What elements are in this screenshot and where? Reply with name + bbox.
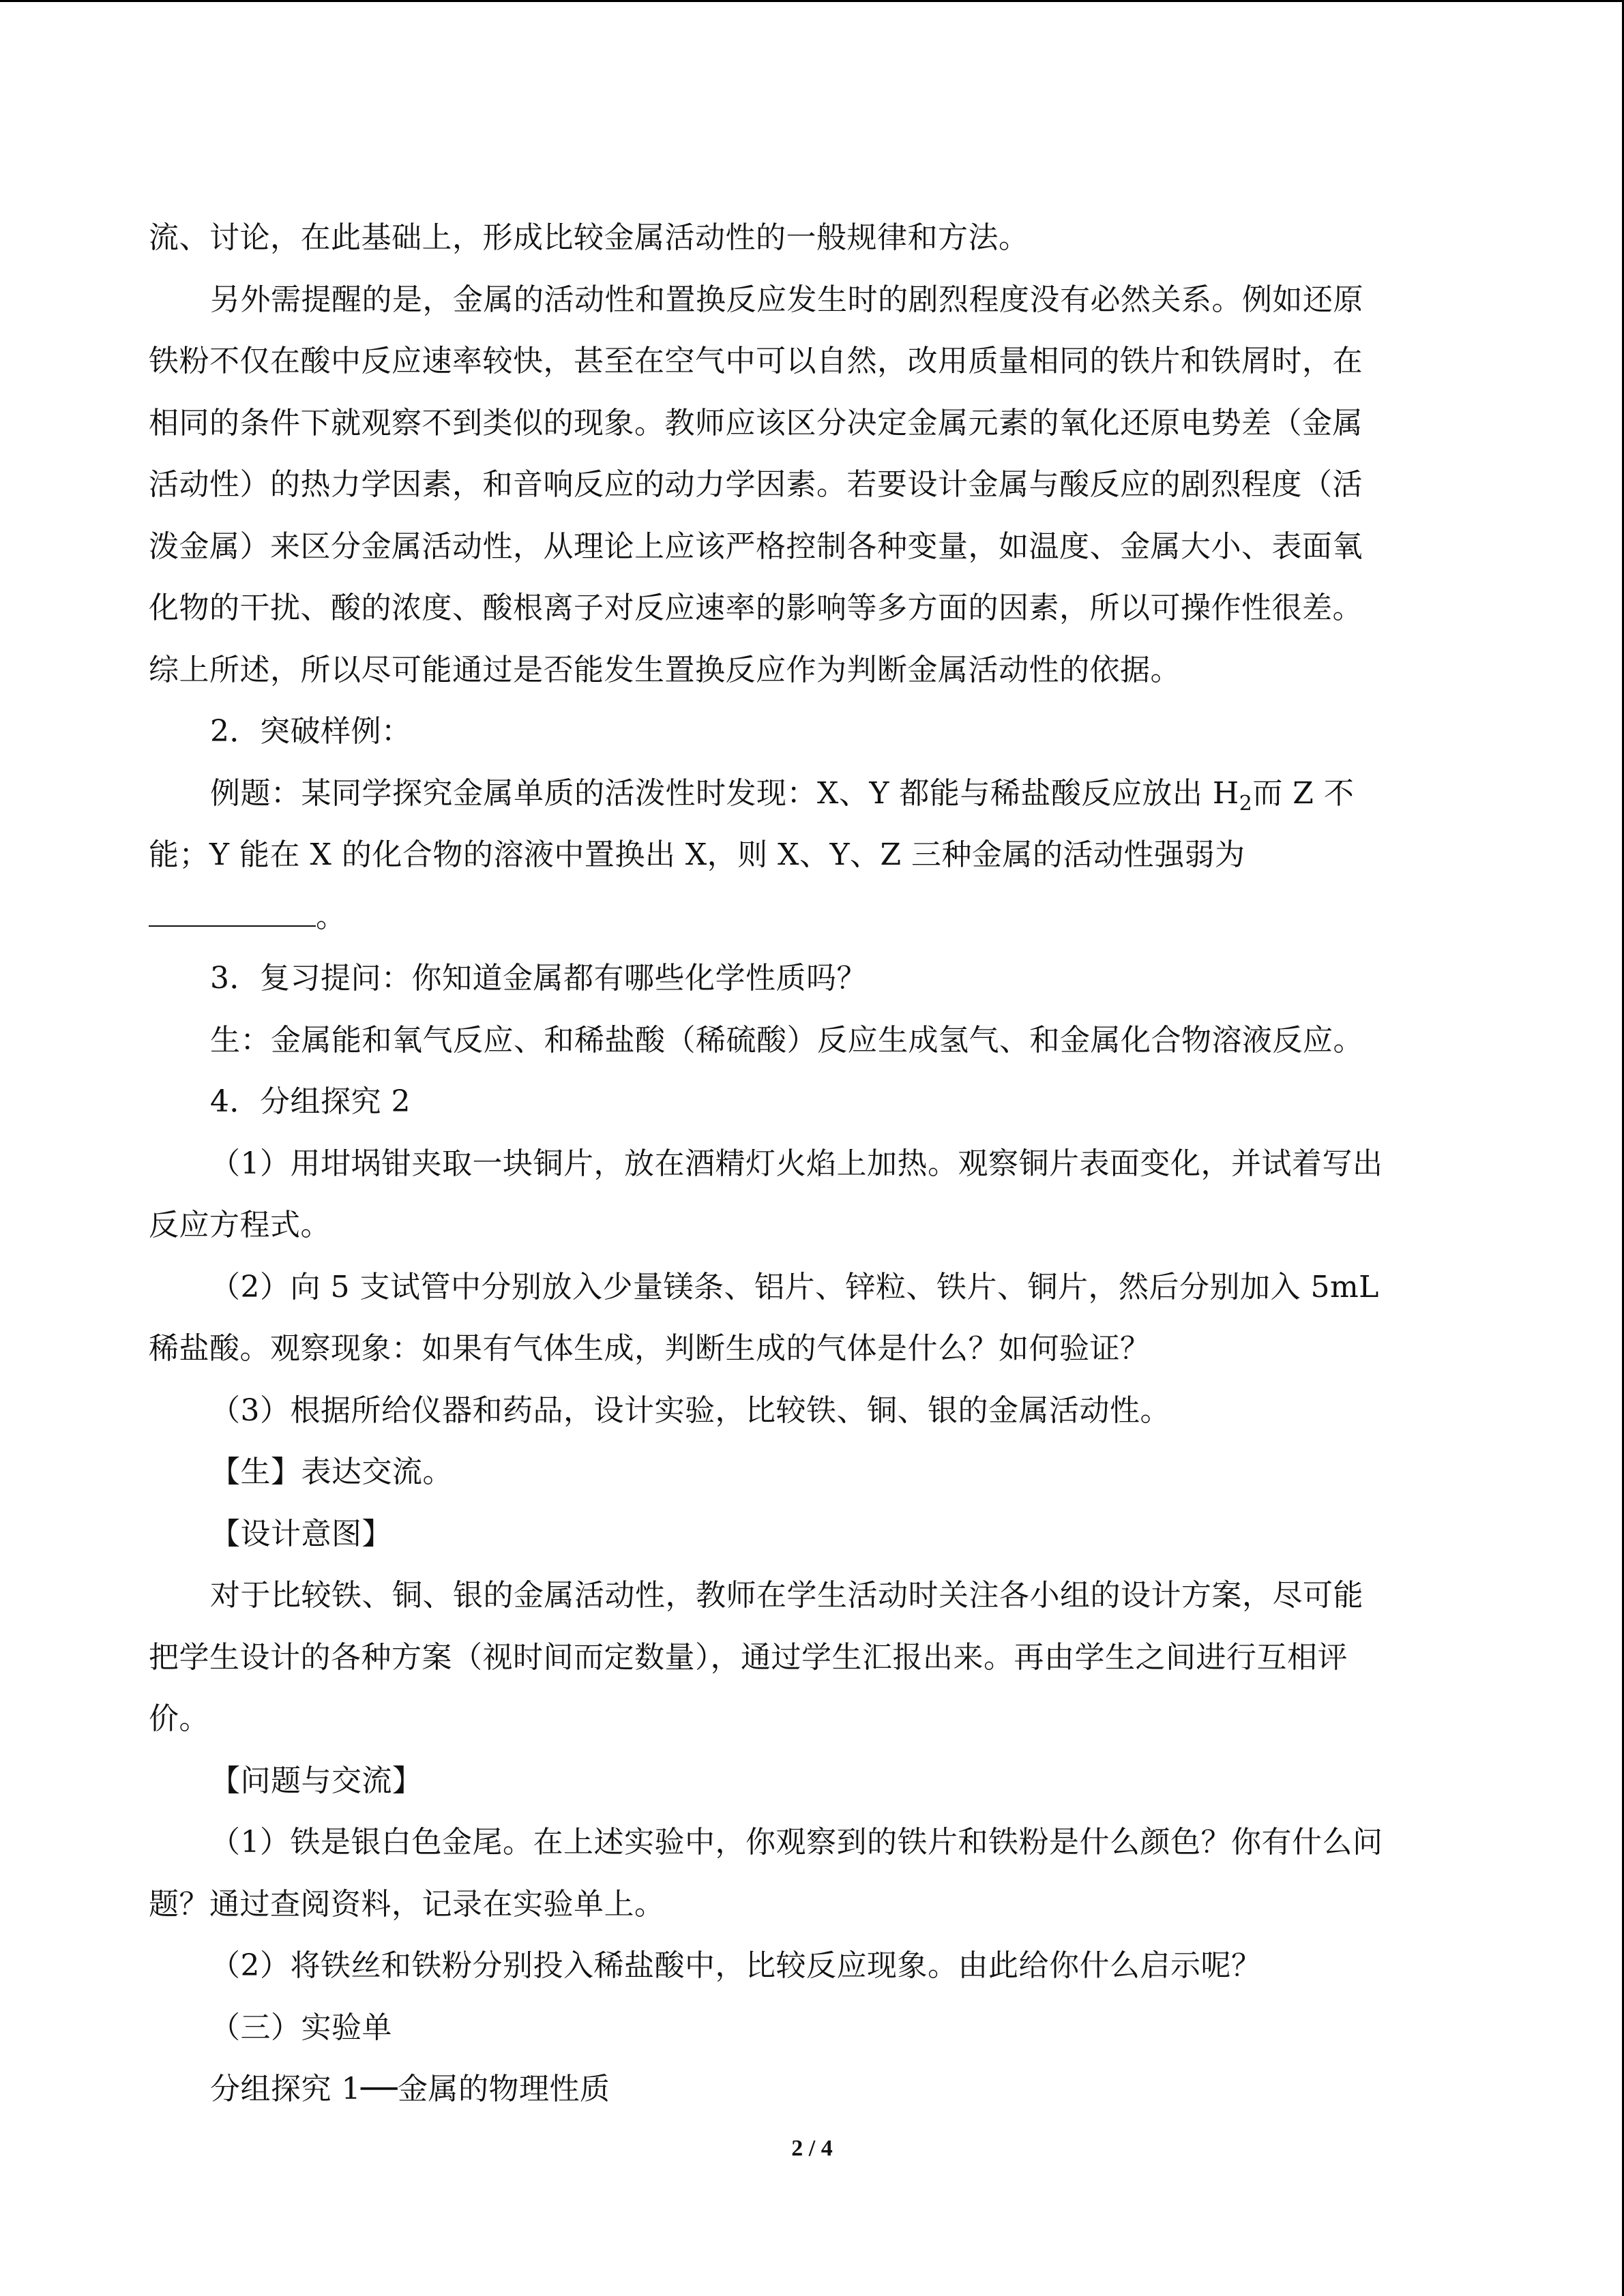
example-question-line-1 [149, 763, 1486, 825]
text-line: 生：金属能和氧气反应、和稀盐酸（稀硫酸）反应生成氢气、和金属化合物溶液反应。 [210, 1022, 1363, 1058]
text-line: 另外需提醒的是，金属的活动性和置换反应发生时的剧烈程度没有必然关系。例如还原 [210, 282, 1363, 317]
top-border [0, 0, 1624, 2]
text-line: （三）实验单 [210, 2010, 392, 2045]
text-line: 化物的干扰、酸的浓度、酸根离子对反应速率的影响等多方面的因素，所以可操作性很差。 [149, 591, 1363, 625]
text-line: 4．分组探究 2 [210, 1084, 411, 1119]
paragraph-block-main [149, 948, 1486, 2121]
paragraph-block-intro [149, 207, 1486, 763]
text-line: 流、讨论，在此基础上，形成比较金属活动性的一般规律和方法。 [149, 220, 1029, 255]
text-line: 稀盐酸。观察现象：如果有气体生成，判断生成的气体是什么？如何验证？ [149, 1331, 1151, 1366]
subscript-2: 2 [1239, 791, 1253, 816]
text-line: 3．复习提问：你知道金属都有哪些化学性质吗？ [210, 961, 867, 996]
page-number: 2 / 4 [791, 2136, 833, 2161]
answer-blank [149, 898, 316, 927]
text-line: 活动性）的热力学因素，和音响反应的动力学因素。若要设计金属与酸反应的剧烈程度（活 [149, 467, 1363, 502]
document-body [149, 207, 1486, 2121]
text-line: （2）将铁丝和铁粉分别投入稀盐酸中，比较反应现象。由此给你什么启示呢？ [210, 1948, 1262, 1983]
text-line: （3）根据所给仪器和药品，设计实验，比较铁、铜、银的金属活动性。 [210, 1392, 1170, 1428]
text-line: 2．突破样例： [210, 714, 412, 749]
text-line: 反应方程式。 [149, 1208, 331, 1242]
blank-suffix: 。 [316, 899, 346, 934]
text-line: （1）用坩埚钳夹取一块铜片，放在酒精灯火焰上加热。观察铜片表面变化，并试着写出 [210, 1146, 1383, 1181]
text-line: 价。 [149, 1701, 209, 1736]
text-line: 题？通过查阅资料，记录在实验单上。 [149, 1886, 665, 1922]
text-line: 对于比较铁、铜、银的金属活动性，教师在学生活动时关注各小组的设计方案，尽可能 [210, 1578, 1363, 1613]
text-line: （1）铁是银白色金尾。在上述实验中，你观察到的铁片和铁粉是什么颜色？你有什么问 [210, 1825, 1383, 1860]
example-text-cont: 而 Z 不 [1252, 775, 1355, 811]
text-line: 泼金属）来区分金属活动性，从理论上应该严格控制各种变量，如温度、金属大小、表面氧 [149, 528, 1363, 564]
text-line: （2）向 5 支试管中分别放入少量镁条、铝片、锌粒、铁片、铜片，然后分别加入 5mL [210, 1269, 1379, 1304]
text-line: 【生】表达交流。 [210, 1455, 453, 1489]
text-line: 分组探究 1──金属的物理性质 [210, 2072, 610, 2106]
example-text: 例题：某同学探究金属单质的活泼性时发现：X、Y 都能与稀盐酸反应放出 H [210, 775, 1239, 811]
text-line: 【设计意图】 [210, 1516, 392, 1551]
example-question-line-2: 能；Y 能在 X 的化合物的溶液中置换出 X，则 X、Y、Z 三种金属的活动性强弱为 [149, 837, 1245, 872]
text-line: 相同的条件下就观察不到类似的现象。教师应该区分决定金属元素的氧化还原电势差（金属 [149, 405, 1363, 441]
text-line: 【问题与交流】 [210, 1763, 423, 1798]
text-line: 把学生设计的各种方案（视时间而定数量），通过学生汇报出来。再由学生之间进行互相评 [149, 1639, 1348, 1675]
text-line: 铁粉不仅在酸中反应速率较快，甚至在空气中可以自然，改用质量相同的铁片和铁屑时，在 [149, 344, 1363, 378]
text-line: 综上所述，所以尽可能通过是否能发生置换反应作为判断金属活动性的依据。 [149, 652, 1181, 687]
example-answer-line [149, 886, 1486, 949]
